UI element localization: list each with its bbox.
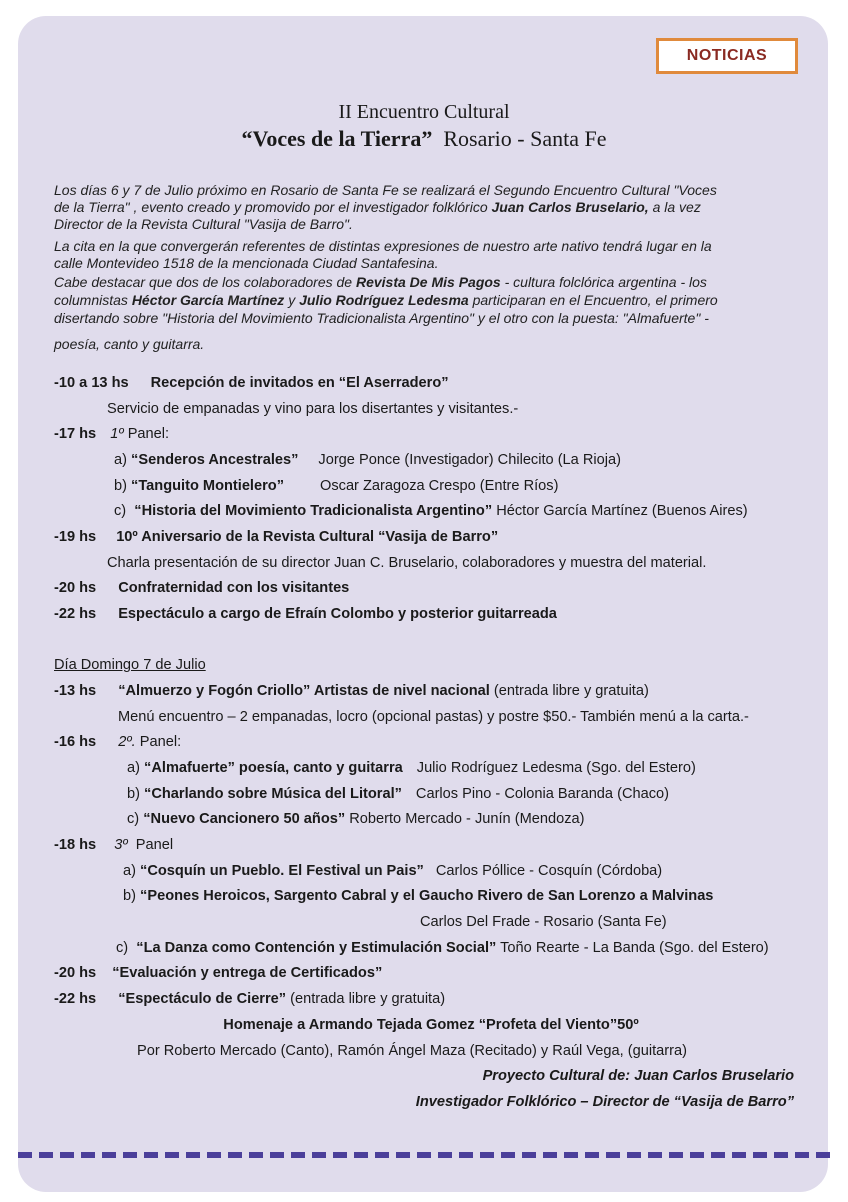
- schedule-row: [54, 606, 557, 622]
- time: -22 hs: [54, 606, 97, 622]
- panel-number: 3º: [114, 837, 128, 853]
- intro-line-4: La cita en la que convergerán referentes de distintas expresiones de nuestro arte nativo tendrá lugar en la: [54, 238, 712, 254]
- schedule-row: -17 hs 1º Panel:: [54, 426, 170, 442]
- schedule-row: -22 hs “Espectáculo de Cierre” (entrada libre y gratuita): [54, 991, 446, 1007]
- panel-number: 2º.: [118, 734, 136, 750]
- intro-line-8: disertando sobre "Historia del Movimiento Tradicionalista Argentino" y el otro con la puesta: "Almafuerte" -: [54, 310, 709, 326]
- time: -18 hs: [54, 837, 97, 853]
- credits-line: Por Roberto Mercado (Canto), Ramón Ángel Maza (Recitado) y Raúl Vega, (guitarra): [137, 1043, 687, 1059]
- schedule-row: [54, 529, 498, 545]
- intro-line-7: columnistas Héctor García Martínez y Julio Rodríguez Ledesma participaran en el Encuentro, el primero: [54, 292, 718, 308]
- time: -20 hs: [54, 965, 97, 981]
- event: “Almuerzo y Fogón Criollo” Artistas de nivel nacional: [118, 683, 490, 699]
- time: -19 hs: [54, 529, 97, 545]
- event: 10º Aniversario de la Revista Cultural “Vasija de Barro”: [116, 529, 499, 545]
- panel-item-info: Carlos Del Frade - Rosario (Santa Fe): [420, 914, 667, 930]
- event-name: “Voces de la Tierra”: [241, 126, 433, 151]
- schedule-row: [54, 580, 349, 596]
- panel-item: c) “La Danza como Contención y Estimulación Social” Toño Rearte - La Banda (Sgo. del Estero): [116, 940, 769, 956]
- time: -10 a 13 hs: [54, 375, 129, 391]
- event: “Espectáculo de Cierre”: [118, 991, 287, 1007]
- panel-item: b) “Charlando sobre Música del Litoral” Carlos Pino - Colonia Baranda (Chaco): [127, 786, 670, 802]
- intro-line-2: de la Tierra" , evento creado y promovido por el investigador folklórico Juan Carlos Bruselario, a la vez: [54, 199, 701, 215]
- schedule-detail: Servicio de empanadas y vino para los disertantes y visitantes.-: [107, 401, 519, 417]
- schedule-row: -13 hs “Almuerzo y Fogón Criollo” Artistas de nivel nacional (entrada libre y gratuita): [54, 683, 649, 699]
- day-heading: Día Domingo 7 de Julio: [54, 657, 206, 673]
- intro-line-5: calle Montevideo 1518 de la mencionada Ciudad Santafesina.: [54, 255, 439, 271]
- time: -22 hs: [54, 991, 97, 1007]
- panel-item: a) “Cosquín un Pueblo. El Festival un Pais” Carlos Póllice - Cosquín (Córdoba): [123, 863, 663, 879]
- event: Espectáculo a cargo de Efraín Colombo y posterior guitarreada: [118, 606, 557, 622]
- schedule-detail: Charla presentación de su director Juan C. Bruselario, colaboradores y muestra del material.: [107, 555, 707, 571]
- time: -17 hs: [54, 426, 97, 442]
- time: -16 hs: [54, 734, 97, 750]
- signature-line1: Proyecto Cultural de: Juan Carlos Bruselario: [482, 1068, 794, 1084]
- schedule-row: -16 hs 2º. Panel:: [54, 734, 182, 750]
- panel-item: a) “Senderos Ancestrales” Jorge Ponce (Investigador) Chilecito (La Rioja): [114, 452, 621, 468]
- panel-item: b) “Peones Heroicos, Sargento Cabral y el Gaucho Rivero de San Lorenzo a Malvinas: [123, 888, 714, 904]
- signature-line2: Investigador Folklórico – Director de “Vasija de Barro”: [415, 1094, 794, 1110]
- panel-number: 1º: [110, 426, 124, 442]
- intro-line-6: Cabe destacar que dos de los colaboradores de Revista De Mis Pagos - cultura folclórica argentina - los: [54, 274, 707, 290]
- intro-line-9: poesía, canto y guitarra.: [54, 336, 205, 352]
- schedule-row: -18 hs 3º Panel: [54, 837, 174, 853]
- homage-line: Homenaje a Armando Tejada Gomez “Profeta del Viento”50º: [223, 1017, 639, 1033]
- intro-line-3: Director de la Revista Cultural "Vasija de Barro".: [54, 216, 353, 232]
- time: -13 hs: [54, 683, 97, 699]
- schedule-detail: Menú encuentro – 2 empanadas, locro (opcional pastas) y postre $50.- También menú a la carta.-: [118, 709, 749, 725]
- news-badge: NOTICIAS: [656, 38, 798, 74]
- panel-item: c) “Historia del Movimiento Tradicionalista Argentino” Héctor García Martínez (Buenos Aires): [114, 503, 748, 519]
- panel-item: a) “Almafuerte” poesía, canto y guitarra Julio Rodríguez Ledesma (Sgo. del Estero): [127, 760, 696, 776]
- panel-item: c) “Nuevo Cancionero 50 años” Roberto Mercado - Junín (Mendoza): [127, 811, 585, 827]
- page-title-line1: II Encuentro Cultural: [338, 101, 510, 123]
- schedule-row: [54, 375, 449, 391]
- dashed-divider: [18, 1152, 830, 1158]
- time: -20 hs: [54, 580, 97, 596]
- event: Confraternidad con los visitantes: [118, 580, 350, 596]
- intro-line-1: Los días 6 y 7 de Julio próximo en Rosario de Santa Fe se realizará el Segundo Encuentro Cultural "Voces: [54, 182, 717, 198]
- schedule-row: [54, 965, 382, 981]
- event: Recepción de invitados en “El Aserradero”: [150, 375, 449, 391]
- panel-item: b) “Tanguito Montielero” Oscar Zaragoza Crespo (Entre Ríos): [114, 478, 559, 494]
- event-place: Rosario - Santa Fe: [443, 126, 607, 151]
- page-title-line2: [0, 126, 848, 152]
- event: “Evaluación y entrega de Certificados”: [112, 965, 383, 981]
